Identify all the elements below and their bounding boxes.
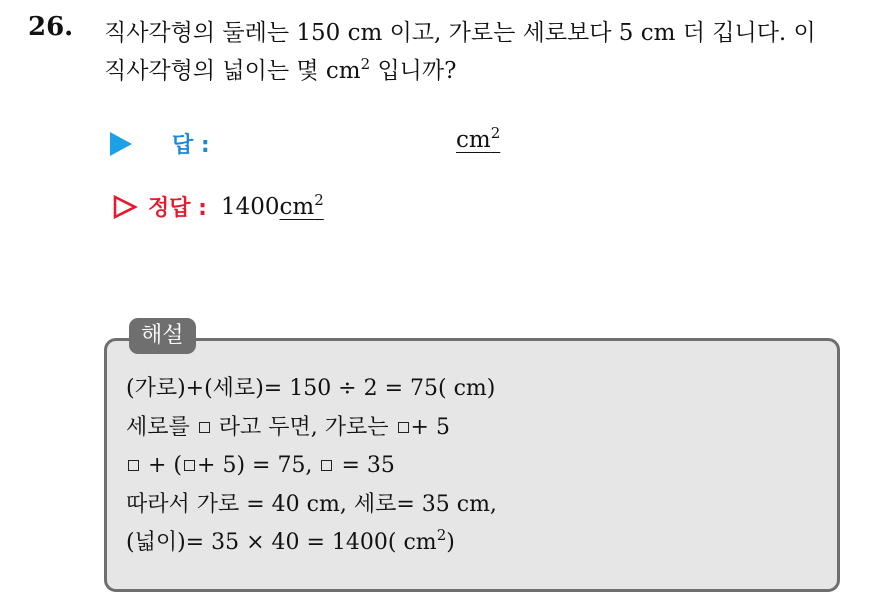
solution-text xyxy=(126,370,497,563)
solution-tab: 해설 xyxy=(129,318,196,354)
answer-unit-blank[interactable]: $cm^2$ xyxy=(456,124,501,153)
solution-line-3: + ( + 5) = 75, = 35 xyxy=(126,447,497,486)
square-placeholder-icon xyxy=(321,460,332,471)
correct-answer-value: 1400 xyxy=(220,193,280,220)
solution-line-5: (넓이)= 35 × 40 = 1400( $cm^2$) xyxy=(126,526,455,555)
question-line-1: 직사각형의 둘레는 150 cm 이고, 가로는 세로보다 5 cm 더 깁니다. 이 xyxy=(104,20,816,46)
answer-unit: cm xyxy=(456,127,491,153)
square-placeholder-icon xyxy=(128,460,139,471)
answer-row xyxy=(110,128,210,159)
solution-line-4: 따라서 가로 = 40 cm, 세로= 35 cm, xyxy=(126,491,497,517)
square-placeholder-icon xyxy=(398,422,409,433)
outline-triangle-icon xyxy=(112,194,138,220)
correct-answer-unit: cm xyxy=(279,193,315,220)
square-placeholder-icon xyxy=(184,460,195,471)
question-number: 26. xyxy=(28,12,74,42)
correct-answer-row: 정답 : 1400 $cm^2$ xyxy=(112,191,324,222)
question-text xyxy=(104,14,874,90)
answer-label: 답 : xyxy=(172,133,210,158)
solution-line-1: (가로)+(세로)= 150 ÷ 2 = 75( cm) xyxy=(126,376,496,401)
play-triangle-icon xyxy=(110,132,132,156)
correct-answer-label: 정답 : xyxy=(148,196,207,221)
solution-line-2: 세로를 라고 두면, 가로는 + 5 xyxy=(126,414,450,440)
question-line-2: 직사각형의 넓이는 몇 $cm^2$ 입니까? xyxy=(104,55,457,84)
square-placeholder-icon xyxy=(199,422,210,433)
